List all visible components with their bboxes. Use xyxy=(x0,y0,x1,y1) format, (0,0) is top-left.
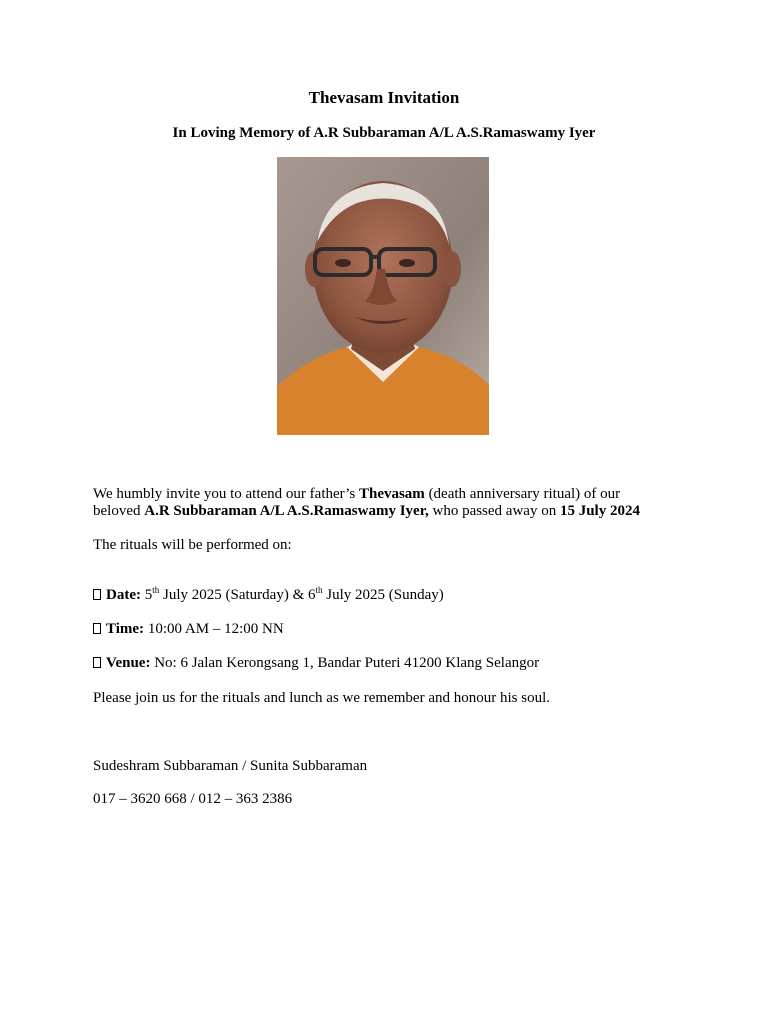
intro-text-3: beloved xyxy=(93,503,145,519)
missing-glyph-icon xyxy=(93,623,101,634)
rituals-line: The rituals will be performed on: xyxy=(93,537,292,553)
document-title: Thevasam Invitation xyxy=(308,88,460,107)
time-label: Time: xyxy=(106,621,145,637)
intro-bold-name: A.R Subbaraman A/L A.S.Ramaswamy Iyer, xyxy=(144,503,429,519)
missing-glyph-icon xyxy=(93,589,101,600)
intro-text-4: who passed away on xyxy=(428,503,560,519)
date-line xyxy=(93,587,693,604)
date-day1: 5 xyxy=(140,587,153,603)
contact-phones: 017 – 3620 668 / 012 – 363 2386 xyxy=(93,791,293,807)
signatories: Sudeshram Subbaraman / Sunita Subbaraman xyxy=(93,758,368,774)
intro-text-1: We humbly invite you to attend our father’s xyxy=(93,486,359,502)
intro-text-2: (death anniversary ritual) of our xyxy=(424,486,621,502)
date-sup2: th xyxy=(315,585,323,595)
intro-bold-thevasam: Thevasam xyxy=(358,486,425,502)
date-rest1: July 2025 (Saturday) & 6 xyxy=(159,587,316,603)
portrait-photo xyxy=(277,157,489,435)
venue-value: No: 6 Jalan Kerongsang 1, Bandar Puteri 41200 Klang Selangor xyxy=(150,655,540,671)
venue-label: Venue: xyxy=(106,655,151,671)
time-line xyxy=(93,621,693,638)
venue-line xyxy=(93,655,693,672)
intro-paragraph xyxy=(93,486,693,520)
missing-glyph-icon xyxy=(93,657,101,668)
intro-bold-date: 15 July 2024 xyxy=(559,503,640,519)
document-subtitle: In Loving Memory of A.R Subbaraman A/L A.S.Ramaswamy Iyer xyxy=(172,125,596,141)
date-sup1: th xyxy=(152,585,160,595)
time-value: 10:00 AM – 12:00 NN xyxy=(144,621,284,637)
join-line: Please join us for the rituals and lunch as we remember and honour his soul. xyxy=(93,690,550,706)
date-label: Date: xyxy=(106,587,141,603)
date-rest2: July 2025 (Sunday) xyxy=(322,587,444,603)
